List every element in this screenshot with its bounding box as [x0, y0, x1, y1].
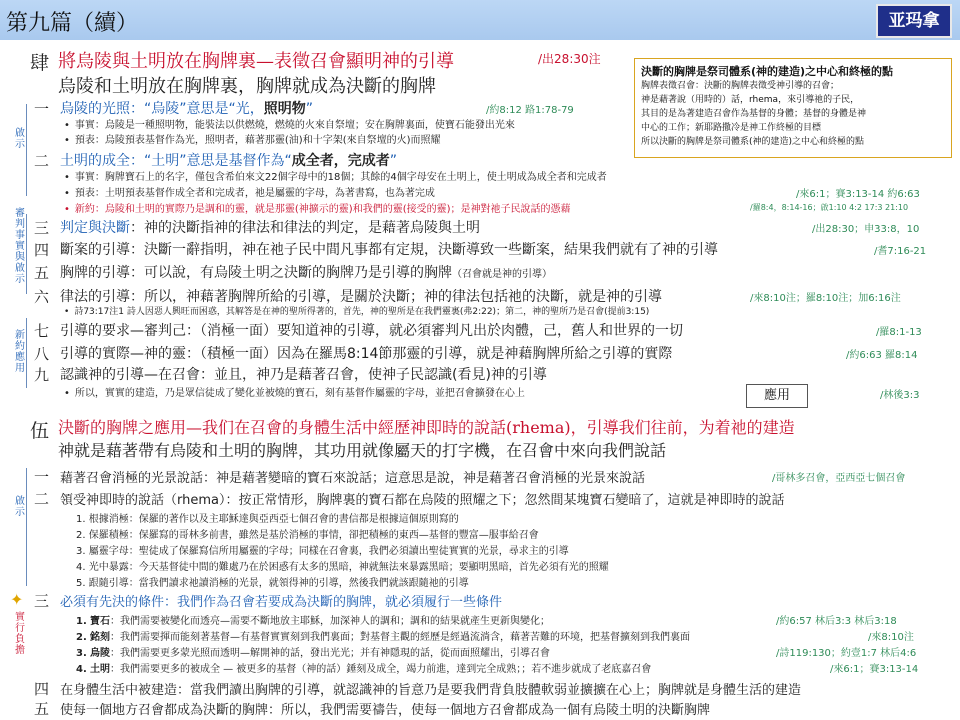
bracket-revelation	[26, 468, 27, 586]
list-item: 4. 光中暴露：今天基督徒中間的難處乃在於困惑有太多的黑暗，神就無法來暴露黑暗；要顯明黑暗，首先必須有光的照耀	[76, 562, 609, 573]
bracket-application	[26, 318, 27, 388]
item-ref: /耆7:16-21	[874, 246, 927, 257]
item-num: 五	[34, 264, 50, 282]
item-ref: /出28:30；申33:8，10	[812, 224, 920, 235]
item-heading: 領受神即時的說話（rhema）：按正常情形，胸牌裏的寶石都在烏陵的照耀之下；忽然間某塊寶石變暗了，這就是神即時的說話	[60, 493, 785, 508]
sub-ref: /來6:1；賽3:13-14 約6:63	[796, 189, 920, 200]
note-line: 其目的是為著建造召會作為基督的身體；基督的身體是神	[641, 109, 867, 119]
note-line: 神是藉著說（用時的）話，rhema，來引導祂的子民，	[641, 95, 860, 105]
list-item: 3. 烏陵：我們需要更多蒙光照而透明—解開神的話，發出光光；并有神隱現的話，從而面照耀出，引導召會	[76, 648, 550, 659]
star-icon: ✦	[10, 590, 24, 609]
item-heading: 使每一個地方召會都成為決斷的胸牌：所以，我們需要禱告，使每一個地方召會都成為一個有烏陵土明的決斷胸牌	[60, 703, 711, 718]
side-label-revelation: 啟示	[15, 128, 25, 150]
list-item: 1. 根據消極：保羅的著作以及主耶穌達與亞西亞七個召會的書信都是根據這個原則寫的	[76, 514, 459, 525]
item-num: 三	[34, 592, 50, 610]
item-ref: /來8:10注	[868, 632, 914, 643]
item-ref: /約6:63 羅8:14	[846, 350, 918, 361]
item-num: 七	[34, 322, 50, 340]
item-heading: 判定與決斷：神的決斷指神的律法和律法的判定，是藉著烏陵與土明	[60, 220, 480, 236]
item-ref: /羅8:1-13	[876, 327, 922, 338]
item-heading: 藉著召會消極的光景說話：神是藉著變暗的寶石來說話；這意思是說，神是藉著召會消極的光景來說話	[60, 471, 646, 486]
item-heading: 斷案的引導：決斷一辭指明，神在祂子民中間凡事都有定規，決斷導致一些斷案，結果我們就有了神的引導	[60, 242, 718, 258]
list-item: 5. 跟隨引導：當我們讀求祂讀消極的光景，就領得神的引導，然後我們就該跟隨祂的引導	[76, 578, 469, 589]
item-heading: 必須有先決的條件：我們作為召會若要成為決斷的胸牌，就必須履行一些條件	[60, 595, 503, 610]
item-ref: /來6:1；賽3:13-14	[830, 664, 919, 675]
item-ref: /哥林多召會，亞西亞七個召會	[772, 473, 906, 484]
sub-ref: /羅8:4，8:14-16；啟1:10 4:2 17:3 21:10	[750, 203, 909, 212]
note-line: 中心的工作；新耶路撒冷是神工作終極的目標	[641, 123, 822, 133]
bracket-revelation	[26, 104, 27, 196]
brand-logo: 亚玛拿	[876, 4, 952, 38]
sub-type: • 預表：土明預表基督作成全者和完成者，祂是屬靈的字母，為著書寫，也為著完成	[64, 184, 435, 199]
item-num: 九	[34, 366, 50, 384]
item-num: 四	[34, 680, 50, 698]
item-num: 一	[34, 100, 50, 118]
item-ref: /詩119:130；約壹1:7 林后4:6	[776, 648, 917, 659]
list-item: 4. 土明：我們需要更多的被成全 — 被更多的基督（神的話）錘刻及成全，竭力前進，達到完全成熟；；若不進步就成了老底嘉召會	[76, 664, 652, 675]
note-title: 決斷的胸牌是祭司體系(神的建造)之中心和終極的點	[641, 65, 894, 78]
list-item: 3. 屬靈字母：聖徒成了保羅寫信所用屬靈的字母；同樣在召會裏，我們必須讀出聖徒實實的光景，尋求主的引導	[76, 546, 569, 557]
item-ref: /約8:12 路1:78-79	[486, 105, 574, 116]
item-ref: /約6:57 林后3:3 林后3:18	[776, 616, 897, 627]
item-num: 二	[34, 152, 50, 170]
item-num: 六	[34, 288, 50, 306]
item-heading: 烏陵的光照：“烏陵”意思是“光，照明物”	[60, 101, 314, 117]
note-box	[634, 58, 952, 158]
title-bar	[0, 0, 960, 40]
section4-subtitle: 烏陵和土明放在胸牌裏，胸牌就成為決斷的胸牌	[58, 76, 436, 97]
item-heading: 胸牌的引導：可以說，有烏陵土明之決斷的胸牌乃是引導的胸牌（召會就是神的引導）	[60, 265, 552, 281]
sub-ref: /林後3:3	[880, 390, 920, 401]
item-heading: 在身體生活中被建造：當我們讀出胸牌的引導，就認識神的旨意乃是要我們背負肢體軟弱並擴擴在心上；胸牌就是身體生活的建造	[60, 683, 802, 698]
page-title: 第九篇（續）	[6, 11, 139, 36]
section5-subtitle: 神就是藉著帶有烏陵和土明的胸牌，其功用就像屬天的打字機，在召會中來向我們說話	[58, 441, 667, 460]
item-heading: 認識神的引導—在召會：並且，神乃是藉著召會，使神子民認識(看見)神的引導	[60, 367, 547, 383]
item-heading: 引導的實際—神的靈：（積極一面）因為在羅馬8:14節那靈的引導，就是神藉胸牌所給之引導的實際	[60, 346, 673, 362]
side-label-revelation: 啟示	[15, 496, 25, 518]
item-heading: 土明的成全：“土明”意思是基督作為“成全者，完成者”	[60, 153, 398, 169]
sub-type: • 預表：烏陵預表基督作為光，照明者，藉著那靈(油)和十字架(來自祭壇的火)而照耀	[64, 131, 441, 146]
bracket-judgment	[26, 214, 27, 294]
sub-building: • 所以，實實的建造，乃是眾信徒成了變化並被燒的寶石，刻有基督作屬靈的字母，並把召會擴發在心上	[64, 384, 525, 399]
item-heading: 律法的引導：所以，神藉著胸牌所給的引導，是關於決斷；神的律法包括祂的決斷，就是神的引導	[60, 289, 662, 305]
sub-fact: • 事實：烏陵是一種照明物，能裝法以供燃燒，燃燒的火來自祭壇；安在胸牌裏面，使寶石能發出光來	[64, 116, 515, 131]
list-item: 1. 寶石：我們需要被變化而透亮—需要不斷地放主耶穌，加深神人的調和；調和的結果就產生更新與變化；	[76, 616, 550, 627]
sub-psalm: • 詩73:17注1 詩人因惡人興旺而困惑，其解答是在神的聖所得著的，首先，神的聖所是在我們靈裏(弗2:22)；第二，神的聖所乃是召會(提前3:15)	[64, 304, 649, 317]
item-num: 三	[34, 219, 50, 237]
section5-num: 伍	[30, 420, 50, 442]
item-ref: /來8:10注；羅8:10注；加6:16注	[750, 293, 901, 304]
section4-ref: /出28:30注	[538, 52, 601, 66]
item-num: 一	[34, 468, 50, 486]
sub-new-testament: • 新約：烏陵和土明的實際乃是調和的靈，就是那靈(神擴示的靈)和我們的靈(接受的靈)；是神對祂子民說話的憑藉	[64, 200, 571, 215]
item-num: 八	[34, 345, 50, 363]
side-label-practice: 實行負擔	[15, 612, 25, 656]
list-item: 2. 銘刻：我們需要揮而能刻著基督—有基督實實刻到我們裏面；對基督主觀的經歷是經過流淌含，藉著苦難的环境，把基督擴刻到我們裏面	[76, 632, 690, 643]
section5-title: 決斷的胸牌之應用—我们在召會的身體生活中經歷神即時的說話(rhema)，引導我们往前，为着祂的建造	[58, 418, 795, 437]
section4-num: 肆	[30, 52, 50, 74]
item-num: 五	[34, 700, 50, 718]
side-label-application: 新約應用	[15, 330, 25, 374]
section4-title: 將烏陵與土明放在胸牌裏—表徵召會顯明神的引導	[58, 51, 454, 72]
list-item: 2. 保羅積極：保羅寫的哥林多前書，雖然是基於消極的事情，卻把積極的東西—基督的豐富—服事給召會	[76, 530, 539, 541]
item-num: 二	[34, 490, 50, 508]
item-num: 四	[34, 241, 50, 259]
item-heading: 引導的要求—審判己：（消極一面）要知道神的引導，就必須審判凡出於肉體，己，舊人和世界的一切	[60, 323, 683, 339]
note-line: 所以決斷的胸牌是祭司體系(神的建造)之中心和終極的點	[641, 137, 865, 147]
note-line: 胸牌表徵召會：決斷的胸牌表徵受神引導的召會；	[641, 81, 840, 91]
apply-label: 應用	[746, 384, 808, 408]
side-label-judgment: 審判事實與啟示	[15, 208, 25, 285]
sub-fact: • 事實：胸牌寶石上的名字，僅包含希伯來文22個字母中的18個；其餘的4個字母安在土明上，使土明成為成全者和完成者	[64, 168, 607, 183]
